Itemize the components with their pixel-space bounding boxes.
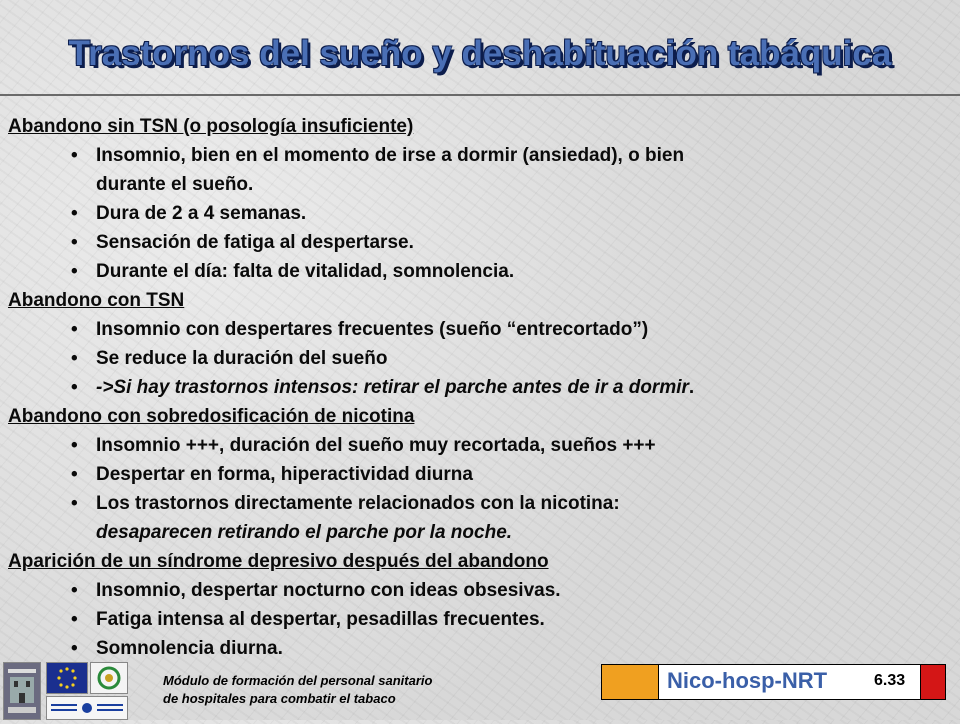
bullet-icon: • [71, 145, 78, 166]
bullet-list [8, 576, 953, 663]
section-heading: Abandono con TSN [8, 290, 185, 311]
badge-name: Nico-hosp-NRT [667, 668, 828, 693]
list-item: • ->Si hay trastornos intensos: retirar el parche antes de ir a dormir. [8, 373, 953, 402]
slide-content [8, 112, 953, 663]
bullet-icon: • [71, 348, 78, 369]
bullet-icon: • [71, 580, 78, 601]
bullet-icon: • [71, 261, 78, 282]
bullet-icon: • [71, 203, 78, 224]
badge-red-block [920, 665, 945, 699]
bullet-icon: • [71, 377, 78, 398]
list-item: • Insomnio, bien en el momento de irse a dormir (ansiedad), o bien durante el sueño. [8, 141, 953, 199]
bullet-icon: • [71, 232, 78, 253]
slide-number: 6.33 [874, 672, 906, 689]
section-heading: Abandono sin TSN (o posología insuficiente) [8, 116, 414, 137]
footer-logos [0, 660, 130, 720]
section-heading: Abandono con sobredosificación de nicotina [8, 406, 415, 427]
list-item: • Somnolencia diurna. [8, 634, 953, 663]
aphp-logo-icon [46, 696, 128, 720]
list-item: • Insomnio, despertar nocturno con ideas obsesivas. [8, 576, 953, 605]
list-item: • Despertar en forma, hiperactividad diurna [8, 460, 953, 489]
program-logo-icon [90, 662, 128, 694]
list-item: • Se reduce la duración del sueño [8, 344, 953, 373]
list-item: • Insomnio +++, duración del sueño muy recortada, sueños +++ [8, 431, 953, 460]
badge-orange-block [602, 665, 659, 699]
eu-flag-icon [46, 662, 88, 694]
hospital-logo-icon [3, 662, 41, 720]
list-item: • Fatiga intensa al despertar, pesadillas frecuentes. [8, 605, 953, 634]
bullet-list [8, 431, 953, 547]
bullet-icon: • [71, 435, 78, 456]
slide-title: Trastornos del sueño y deshabituación tabáquica [68, 34, 892, 73]
bullet-icon: • [71, 609, 78, 630]
bullet-icon: • [71, 464, 78, 485]
slide-badge [601, 664, 946, 700]
bullet-icon: • [71, 319, 78, 340]
bullet-list [8, 315, 953, 402]
list-item: • Dura de 2 a 4 semanas. [8, 199, 953, 228]
bullet-icon: • [71, 493, 78, 514]
section-heading: Aparición de un síndrome depresivo después del abandono [8, 551, 549, 572]
list-item: • Los trastornos directamente relacionados con la nicotina: desaparecen retirando el parche por la noche. [8, 489, 953, 547]
footer-caption: Módulo de formación del personal sanitario de hospitales para combatir el tabaco [163, 673, 433, 706]
list-item: • Insomnio con despertares frecuentes (sueño “entrecortado”) [8, 315, 953, 344]
list-item: • Durante el día: falta de vitalidad, somnolencia. [8, 257, 953, 286]
list-item: • Sensación de fatiga al despertarse. [8, 228, 953, 257]
bullet-icon: • [71, 638, 78, 659]
title-divider [0, 94, 960, 96]
bullet-list [8, 141, 953, 286]
